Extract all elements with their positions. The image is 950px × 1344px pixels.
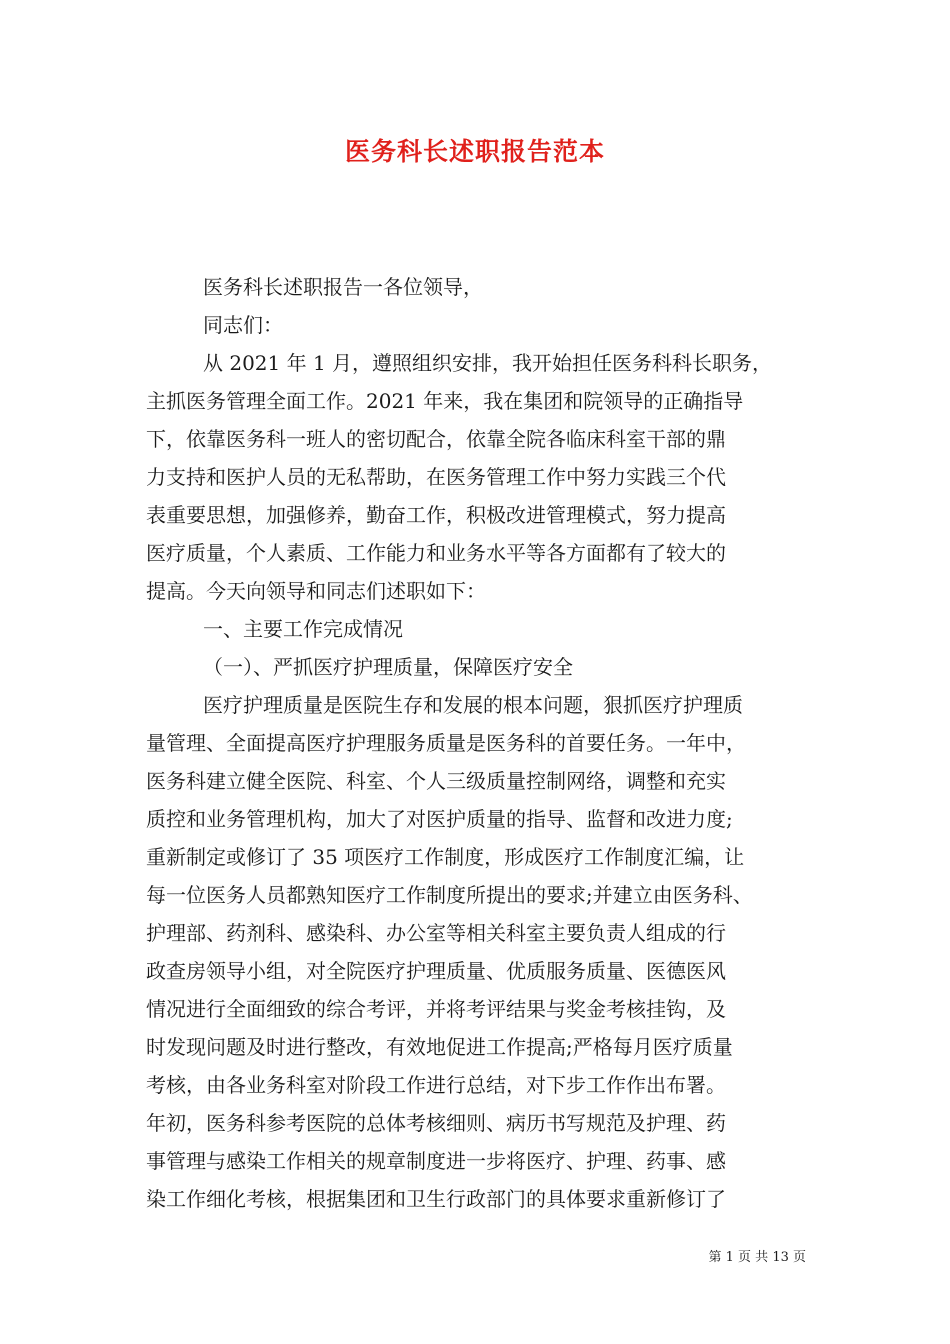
body-line: 提高。今天向领导和同志们述职如下： (146, 579, 486, 603)
body-line: 年初，医务科参考医院的总体考核细则、病历书写规范及护理、药 (146, 1111, 726, 1135)
body-line: 时发现问题及时进行整改，有效地促进工作提高;严格每月医疗质量 (146, 1035, 733, 1059)
subsection-heading: （一）、严抓医疗护理质量，保障医疗安全 (203, 655, 573, 679)
document-title: 医务科长述职报告范本 (344, 137, 605, 166)
body-line: 重新制定或修订了 35 项医疗工作制度，形成医疗工作制度汇编，让 (146, 845, 745, 869)
body-line: 同志们： (203, 313, 283, 337)
body-line: 从 2021 年 1 月，遵照组织安排，我开始担任医务科科长职务， (203, 351, 773, 375)
body-line: 政查房领导小组，对全院医疗护理质量、优质服务质量、医德医风 (146, 959, 726, 983)
body-line: 事管理与感染工作相关的规章制度进一步将医疗、护理、药事、感 (146, 1149, 726, 1173)
body-line: 医务科建立健全医院、科室、个人三级质量控制网络，调整和充实 (146, 769, 726, 793)
body-line: 下，依靠医务科一班人的密切配合，依靠全院各临床科室干部的鼎 (146, 427, 726, 451)
body-line: 情况进行全面细致的综合考评，并将考评结果与奖金考核挂钩，及 (146, 997, 726, 1021)
body-line: 医疗质量，个人素质、工作能力和业务水平等各方面都有了较大的 (146, 541, 726, 565)
body-line: 考核，由各业务科室对阶段工作进行总结，对下步工作作出布署。 (146, 1073, 726, 1097)
body-line: 质控和业务管理机构，加大了对医护质量的指导、监督和改进力度; (146, 807, 733, 831)
body-line: 量管理、全面提高医疗护理服务质量是医务科的首要任务。一年中， (146, 731, 746, 755)
body-line: 表重要思想，加强修养，勤奋工作，积极改进管理模式，努力提高 (146, 503, 726, 527)
body-line: 力支持和医护人员的无私帮助，在医务管理工作中努力实践三个代 (146, 465, 726, 489)
body-line: 护理部、药剂科、感染科、办公室等相关科室主要负责人组成的行 (146, 921, 726, 945)
body-line: 每一位医务人员都熟知医疗工作制度所提出的要求;并建立由医务科、 (146, 883, 753, 907)
section-heading: 一、主要工作完成情况 (203, 617, 403, 641)
body-line: 染工作细化考核，根据集团和卫生行政部门的具体要求重新修订了 (146, 1187, 726, 1211)
body-line: 医疗护理质量是医院生存和发展的根本问题，狠抓医疗护理质 (203, 693, 743, 717)
document-body (146, 268, 806, 1218)
page-number-footer: 第 1 页 共 13 页 (708, 1250, 806, 1265)
body-line: 医务科长述职报告一各位领导， (203, 275, 483, 299)
body-line: 主抓医务管理全面工作。2021 年来，我在集团和院领导的正确指导 (146, 389, 744, 413)
